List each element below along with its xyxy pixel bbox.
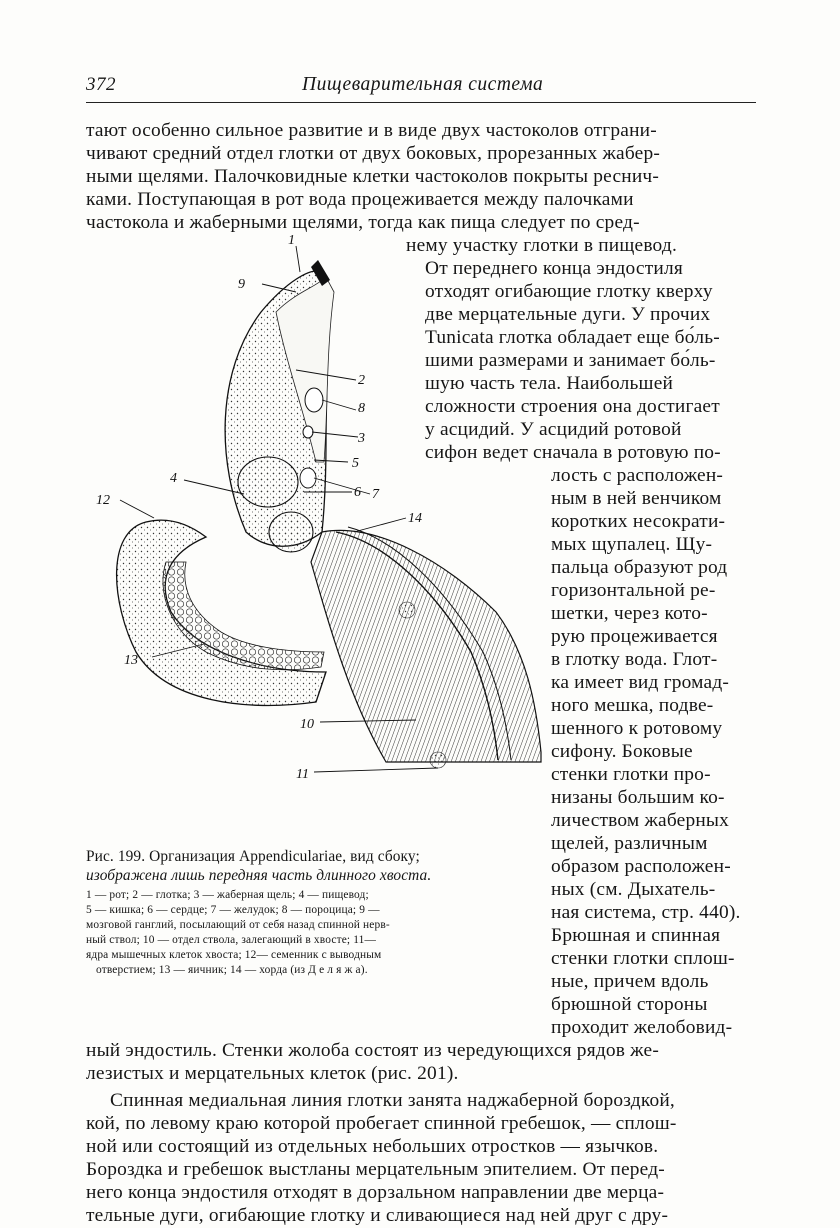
figure-label: 7 <box>372 487 379 502</box>
text-line: пальца образуют род <box>551 557 728 578</box>
figure-legend-line: мозговой ганглий, посылающий от себя назад спинной нерв- <box>86 919 390 931</box>
figure-label: 6 <box>354 485 361 500</box>
text-line: него конца эндостиля отходят в дорзальном направлении две мерца- <box>86 1182 665 1203</box>
text-line: шенного к ротовому <box>551 718 723 739</box>
figure-legend-line: 5 — кишка; 6 — сердце; 7 — желудок; 8 — пороцица; 9 — <box>86 904 380 916</box>
text-line: ными щелями. Палочковидные клетки частоколов покрыты реснич- <box>86 166 660 187</box>
figure-label: 4 <box>170 471 177 486</box>
text-line: ных (см. Дыхатель- <box>551 879 716 900</box>
text-line: щелей, различным <box>551 833 708 854</box>
text-line: сложности строения она достигает <box>425 396 720 417</box>
text-line: стенки глотки про- <box>551 764 711 785</box>
text-line: ка имеет вид громад- <box>551 672 730 693</box>
text-line: в глотку вода. Глот- <box>551 649 718 670</box>
text-line: частокола и жаберными щелями, тогда как пища следует по сред- <box>86 212 640 233</box>
text-line: личеством жаберных <box>551 810 730 831</box>
text-line: низаны большим ко- <box>551 787 725 808</box>
text-line: лость с расположен- <box>551 465 724 486</box>
text-line: ного мешка, подве- <box>551 695 714 716</box>
figure-label: 5 <box>352 456 359 471</box>
text-line: коротких несократи- <box>551 511 726 532</box>
text-line: проходит желобовид- <box>551 1017 733 1038</box>
text-line: Tunicata глотка обладает еще бо́ль- <box>425 327 720 348</box>
figure-label: 10 <box>300 717 314 732</box>
appendicularia-illustration <box>86 232 546 842</box>
text-line: Спинная медиальная линия глотки занята наджаберной бороздкой, <box>110 1090 675 1111</box>
figure-label: 9 <box>238 277 245 292</box>
text-line: От переднего конца эндостиля <box>425 258 683 279</box>
text-line: у асцидий. У асцидий ротовой <box>425 419 682 440</box>
text-line: ной или состоящий из отдельных небольших отростков — язычков. <box>86 1136 659 1157</box>
text-line: сифону. Боковые <box>551 741 693 762</box>
text-line: ным в ней венчиком <box>551 488 722 509</box>
text-line: ками. Поступающая в рот вода процеживается между палочками <box>86 189 634 210</box>
text-line: мых щупалец. Щу- <box>551 534 713 555</box>
text-line: Брюшная и спинная <box>551 925 721 946</box>
text-line: ные, причем вдоль <box>551 971 709 992</box>
text-line: брюшной стороны <box>551 994 708 1015</box>
text-line: чивают средний отдел глотки от двух боковых, прорезанных жабер- <box>86 143 661 164</box>
text-line: горизонтальной ре- <box>551 580 716 601</box>
text-line: кой, по левому краю которой пробегает спинной гребешок, — сплош- <box>86 1113 677 1134</box>
text-line: две мерцательные дуги. У прочих <box>425 304 711 325</box>
text-line: рую процеживается <box>551 626 718 647</box>
figure-caption: изображена лишь передняя часть длинного хвоста. <box>86 867 432 884</box>
page-number: 372 <box>86 74 116 95</box>
text-line: ная система, стр. 440). <box>551 902 741 923</box>
text-line: ный эндостиль. Стенки жолоба состоят из чередующихся рядов же- <box>86 1040 659 1061</box>
figure-label: 8 <box>358 401 365 416</box>
figure-caption: Рис. 199. Организация Appendiculariae, вид сбоку; <box>86 848 420 865</box>
header-rule <box>86 102 756 103</box>
text-line: отходят огибающие глотку кверху <box>425 281 713 302</box>
text-line: образом расположен- <box>551 856 731 877</box>
text-line: нему участку глотки в пищевод. <box>406 235 677 256</box>
text-line: тельные дуги, огибающие глотку и сливающиеся над ней друг с дру- <box>86 1205 669 1226</box>
figure-label: 3 <box>358 431 365 446</box>
text-line: сифон ведет сначала в ротовую по- <box>425 442 721 463</box>
figure-label: 2 <box>358 373 365 388</box>
figure-legend-line: ядра мышечных клеток хвоста; 12— семенник с выводным <box>86 949 382 961</box>
text-line: шетки, через кото- <box>551 603 708 624</box>
text-line: стенки глотки сплош- <box>551 948 735 969</box>
figure-legend-line: отверстием; 13 — яичник; 14 — хорда (из Д е л я ж а). <box>96 964 368 976</box>
figure-label: 14 <box>408 511 422 526</box>
figure-legend-line: ный ствол; 10 — отдел ствола, залегающий в хвосте; 11— <box>86 934 377 946</box>
figure-label: 1 <box>288 233 295 248</box>
figure-label: 12 <box>96 493 110 508</box>
text-line: тают особенно сильное развитие и в виде двух частоколов отграни- <box>86 120 657 141</box>
text-line: шую часть тела. Наибольшей <box>425 373 674 394</box>
running-title: Пищеварительная система <box>302 74 544 95</box>
figure-legend-line: 1 — рот; 2 — глотка; 3 — жаберная щель; 4 — пищевод; <box>86 889 369 901</box>
figure-label: 13 <box>124 653 138 668</box>
text-line: шими размерами и занимает бо́ль- <box>425 350 716 371</box>
text-line: Бороздка и гребешок выстланы мерцательным эпителием. От перед- <box>86 1159 665 1180</box>
text-line: лезистых и мерцательных клеток (рис. 201). <box>86 1063 459 1084</box>
figure-label: 11 <box>296 767 309 782</box>
